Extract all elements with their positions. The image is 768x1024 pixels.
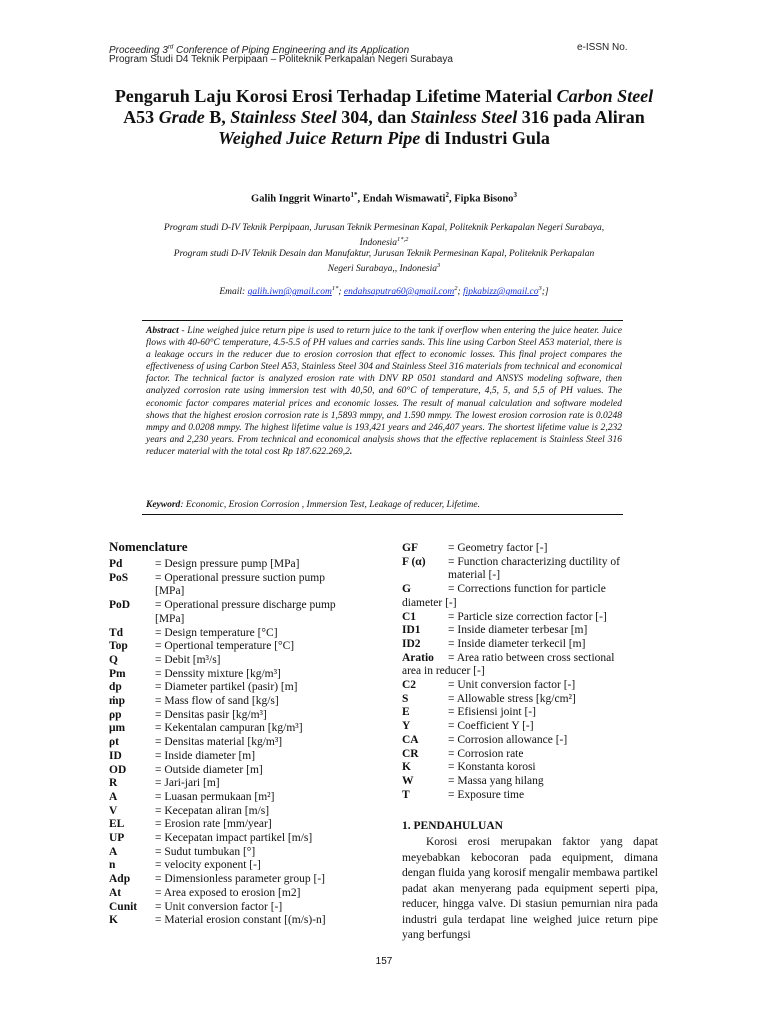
nomenclature-symbol: μm bbox=[109, 722, 126, 735]
email-label: Email: bbox=[219, 287, 248, 298]
email-end: ;] bbox=[541, 287, 549, 298]
nomenclature-symbol: S bbox=[402, 692, 409, 705]
email-sep: ; bbox=[338, 287, 344, 298]
nomenclature-definition: material [-] bbox=[448, 569, 501, 582]
title-part: Weighed Juice Return Pipe bbox=[218, 128, 421, 148]
nomenclature-definition: = Dimensionless parameter group [-] bbox=[155, 873, 325, 886]
email-link-2[interactable]: endahsaputra60@gmail.com bbox=[343, 287, 455, 298]
title-part: Stainless Steel bbox=[230, 107, 337, 127]
nomenclature-definition: diameter [-] bbox=[402, 596, 457, 609]
nomenclature-definition: = Coefficient Y [-] bbox=[448, 720, 534, 733]
nomenclature-definition: = Exposure time bbox=[448, 788, 525, 801]
nomenclature-definition: = Debit [m³/s] bbox=[155, 653, 221, 666]
nomenclature-symbol: Aratio bbox=[402, 651, 434, 664]
abstract bbox=[146, 325, 622, 458]
nomenclature-symbol: C1 bbox=[402, 610, 417, 623]
affiliation-2-sup: 3 bbox=[437, 262, 441, 269]
author-2-sup: 2 bbox=[445, 191, 449, 199]
email-3-sup: 3 bbox=[538, 285, 542, 292]
section-heading: 1. PENDAHULUAN bbox=[402, 820, 503, 832]
nomenclature-definition: = Outside diameter [m] bbox=[155, 763, 263, 776]
nomenclature-definition: = Densitas pasir [kg/m³] bbox=[155, 708, 267, 721]
abstract-end: . bbox=[349, 446, 353, 457]
nomenclature-symbol: Adp bbox=[109, 873, 131, 886]
nomenclature-definition: = Corrosion allowance [-] bbox=[448, 733, 568, 746]
nomenclature-definition: = Area exposed to erosion [m2] bbox=[155, 886, 301, 899]
nomenclature-definition: = Design pressure pump [MPa] bbox=[155, 558, 300, 570]
nomenclature-definition: = Sudut tumbukan [°] bbox=[155, 845, 256, 858]
nomenclature-definition: = Unit conversion factor [-] bbox=[448, 679, 576, 691]
nomenclature-symbol: A bbox=[109, 790, 118, 803]
paper-title bbox=[100, 86, 668, 149]
nomenclature-definition: area in reducer [-] bbox=[402, 665, 485, 678]
nomenclature-definition: = Luasan permukaan [m²] bbox=[155, 790, 275, 803]
keyword-text: : Economic, Erosion Corrosion , Immersion Test, Leakage of reducer, Lifetime. bbox=[180, 500, 480, 510]
abstract-text: - Line weighed juice return pipe is used to return juice to the tank if overflow when entering the juice heater. Juice flows with 40-60°C temperature, 4.5-5.5 of PH values and carries sands. This line using Carbon Steel A53 material, there is a leakage occurs in the reducer due to erosion corrosion that effect to economic losses. This final project compares the effectiveness of using Carbon Steel A53, Stainless Steel 304 and Stainless Steel 316 materials from technical and economical factor. The technical factor is analyzed erosion rate with DNV RP 0501 standard and ANSYS modeling software, then analyzed corrosion rate using immersion test with 40,50, and 60°C of temperature, 4,5, 5, and 5,5 of PH values. The economic factor compares material prices and economic losses. The result of manual calculation and software modeled shows that the highest erosion corrosion rate is 1,5893 mmpy, and 1.590 mmpy. The lowest erosion corrosion rate is 0.0248 mmpy and 0.0208 mmpy. The highest lifetime value is 193,421 years and 246,407 years. The shortest lifetime value is 2,232 years and 2,230 years. From technical and economical analysis shows that the effective replacement is Stainless Steel 316 reducer material with the total cost Rp 187.622.269,2 bbox=[146, 326, 622, 457]
email-sep: ; bbox=[457, 287, 463, 298]
nomenclature-symbol: GF bbox=[402, 542, 418, 554]
keyword-label: Keyword bbox=[146, 500, 181, 510]
nomenclature-definition: = Opertional temperature [°C] bbox=[155, 640, 295, 653]
nomenclature-definition: = Geometry factor [-] bbox=[448, 542, 548, 554]
nomenclature-symbol: Top bbox=[109, 640, 128, 653]
nomenclature-symbol: ρt bbox=[109, 736, 119, 749]
abstract-top-rule bbox=[142, 320, 623, 321]
affiliation-2 bbox=[100, 248, 668, 275]
nomenclature-definition: = Inside diameter terbesar [m] bbox=[448, 624, 588, 637]
email-2-sup: 2 bbox=[454, 285, 458, 292]
nomenclature-symbol: Cunit bbox=[109, 900, 138, 913]
nomenclature-definition: = Function characterizing ductility of bbox=[448, 555, 620, 568]
nomenclature-symbol: At bbox=[109, 886, 122, 899]
email-link-3[interactable]: fipkabizz@gmail.co bbox=[463, 287, 539, 298]
title-part: B, bbox=[204, 107, 231, 127]
title-part: Pengaruh Laju Korosi Erosi Terhadap Lifetime Material bbox=[114, 86, 557, 106]
abstract-label: Abstract bbox=[146, 326, 179, 336]
section-body: Korosi erosi merupakan faktor yang dapat meyebabkan kebocoran pada equipment, dimana dengan fluida yang korosif mengalir membawa partikel padat akan menyerang pada equipment seperti pipa, reducer, hingga valve. Di stasiun pemurnian nira pada industri gula terdapat line weighed juice return pipe yang berfungsi bbox=[402, 836, 658, 941]
nomenclature-definition: = Design temperature [°C] bbox=[155, 626, 278, 639]
nomenclature-definition: = Erosion rate [mm/year] bbox=[155, 818, 272, 831]
nomenclature-definition: = Massa yang hilang bbox=[448, 774, 544, 787]
affiliation-1-sup: 1*,2 bbox=[397, 236, 409, 243]
nomenclature-symbol: F (α) bbox=[402, 555, 426, 568]
nomenclature-definition: = Diameter partikel (pasir) [m] bbox=[155, 681, 298, 694]
nomenclature-symbol: OD bbox=[109, 763, 127, 776]
title-part: di Industri Gula bbox=[420, 128, 550, 148]
nomenclature-definition: = Corrosion rate bbox=[448, 747, 524, 760]
author-3-sup: 3 bbox=[513, 191, 517, 199]
author-2: , Endah Wismawati bbox=[357, 193, 446, 205]
author-1-sup: 1* bbox=[350, 191, 358, 199]
eissn: e-ISSN No. bbox=[577, 42, 628, 53]
nomenclature-definition: = Inside diameter terkecil [m] bbox=[448, 637, 586, 650]
nomenclature-symbol: C2 bbox=[402, 679, 417, 691]
nomenclature-definition: = Mass flow of sand [kg/s] bbox=[155, 695, 279, 707]
author-list bbox=[100, 191, 668, 205]
nomenclature-definition: = Denssity mixture [kg/m³] bbox=[155, 667, 281, 680]
nomenclature-definition: = Area ratio between cross sectional bbox=[448, 651, 615, 664]
nomenclature-symbol: K bbox=[109, 914, 118, 927]
nomenclature-definition: = Konstanta korosi bbox=[448, 761, 536, 774]
nomenclature-definition: = Operational pressure suction pump bbox=[155, 571, 326, 584]
nomenclature-symbol: ID2 bbox=[402, 637, 421, 650]
title-part: A53 bbox=[123, 107, 159, 127]
nomenclature-symbol: W bbox=[402, 774, 414, 787]
nomenclature-definition: = Kekentalan campuran [kg/m³] bbox=[155, 722, 303, 735]
email-link-1[interactable]: galih.iwn@gmail.com bbox=[247, 287, 332, 298]
proceeding-prefix: Proceeding 3 bbox=[109, 45, 168, 57]
affiliation-1-line-1: Program studi D-IV Teknik Perpipaan, Jurusan Teknik Permesinan Kapal, Politeknik Perkapalan Negeri Surabaya, bbox=[163, 223, 605, 233]
title-part: 304, dan bbox=[336, 107, 411, 127]
nomenclature-symbol: ρp bbox=[109, 708, 122, 721]
nomenclature-definition: = Allowable stress [kg/cm²] bbox=[448, 692, 576, 705]
nomenclature-symbol: G bbox=[402, 583, 411, 596]
nomenclature-heading: Nomenclature bbox=[109, 539, 188, 554]
nomenclature-symbol: T bbox=[402, 788, 410, 801]
nomenclature-symbol: ID1 bbox=[402, 624, 421, 637]
nomenclature-symbol: Pm bbox=[109, 667, 126, 680]
author-1: Galih Inggrit Winarto bbox=[251, 193, 351, 205]
nomenclature-definition: = Operational pressure discharge pump bbox=[155, 599, 336, 612]
title-part: Carbon Steel bbox=[556, 86, 654, 106]
nomenclature-symbol: A bbox=[109, 845, 118, 858]
page-number: 157 bbox=[375, 956, 393, 967]
author-3: , Fipka Bisono bbox=[448, 193, 514, 205]
nomenclature-symbol: EL bbox=[109, 818, 125, 831]
email-line bbox=[100, 285, 668, 297]
nomenclature-symbol: CR bbox=[402, 747, 419, 760]
nomenclature-symbol: dp bbox=[109, 681, 122, 694]
title-part: Stainless Steel bbox=[410, 107, 518, 127]
nomenclature-definition: = Material erosion constant [(m/s)-n] bbox=[155, 914, 326, 927]
nomenclature-symbol: K bbox=[402, 761, 411, 774]
nomenclature-symbol: Td bbox=[109, 626, 124, 639]
nomenclature-symbol: UP bbox=[109, 832, 125, 844]
nomenclature-definition: = Kecepatan aliran [m/s] bbox=[155, 804, 270, 817]
nomenclature-definition: [MPa] bbox=[155, 612, 185, 625]
program-line: Program Studi D4 Teknik Perpipaan – Politeknik Perkapalan Negeri Surabaya bbox=[109, 54, 453, 65]
affiliation-2-line-2: Negeri Surabaya,, Indonesia bbox=[327, 264, 437, 275]
nomenclature-symbol: ID bbox=[109, 749, 122, 762]
nomenclature-symbol: V bbox=[109, 804, 118, 817]
nomenclature-symbol: Pd bbox=[109, 558, 123, 570]
nomenclature-definition: = Kecepatan impact partikel [m/s] bbox=[155, 832, 313, 844]
nomenclature-symbol: ṁp bbox=[109, 695, 125, 707]
nomenclature-definition: = Jari-jari [m] bbox=[155, 777, 220, 790]
nomenclature-symbol: PoS bbox=[109, 571, 129, 584]
nomenclature-definition: = Inside diameter [m] bbox=[155, 749, 256, 762]
nomenclature-symbol: R bbox=[109, 777, 118, 790]
nomenclature-definition: = Corrections function for particle bbox=[448, 583, 606, 596]
proceeding-suffix: Conference of Piping Engineering and its Application bbox=[173, 45, 410, 57]
nomenclature-definition: = Densitas material [kg/m³] bbox=[155, 736, 283, 749]
nomenclature-symbol: Y bbox=[402, 720, 411, 733]
nomenclature-symbol: PoD bbox=[109, 599, 131, 612]
proceeding-sup: rd bbox=[167, 45, 174, 51]
affiliation-2-line-1: Program studi D-IV Teknik Desain dan Manufaktur, Jurusan Teknik Permesinan Kapal, Politeknik Perkapalan bbox=[173, 249, 595, 259]
title-part: 316 pada Aliran bbox=[517, 107, 645, 127]
nomenclature-definition: = Particle size correction factor [-] bbox=[448, 610, 607, 623]
nomenclature-definition: [MPa] bbox=[155, 585, 185, 598]
affiliation-1 bbox=[100, 222, 668, 249]
nomenclature-definition: = velocity exponent [-] bbox=[155, 859, 261, 872]
nomenclature-symbol: Q bbox=[109, 653, 118, 666]
nomenclature-symbol: n bbox=[109, 859, 116, 872]
keyword-line bbox=[146, 500, 622, 510]
nomenclature-definition: = Efisiensi joint [-] bbox=[448, 706, 536, 719]
nomenclature-symbol: E bbox=[402, 706, 410, 719]
email-1-sup: 1* bbox=[331, 285, 339, 292]
affiliation-1-line-2: Indonesia bbox=[359, 238, 398, 249]
nomenclature-definition: = Unit conversion factor [-] bbox=[155, 900, 283, 913]
abstract-bottom-rule bbox=[142, 514, 623, 515]
nomenclature-symbol: CA bbox=[402, 733, 419, 746]
title-part: Grade bbox=[158, 107, 205, 127]
